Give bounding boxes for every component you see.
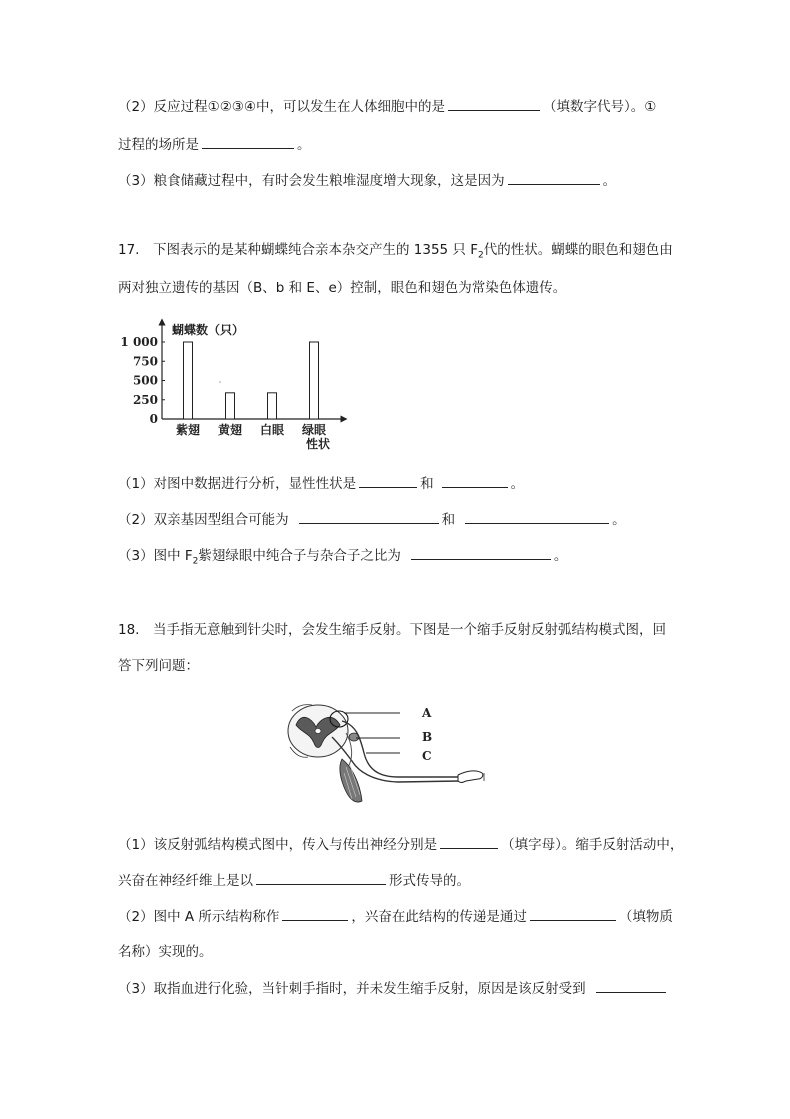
q18-part2-line2: 名称）实现的。 (118, 944, 213, 960)
q17-stem-line1: 17. 下图表示的是某种蝴蝶纯合亲本杂交产生的 1355 只 $F_2$代的性状。蝴蝶的眼色和翅色由 (118, 242, 673, 261)
x-tick-label: 白眼 (259, 423, 285, 437)
answer-blank[interactable] (530, 906, 616, 921)
q16-part2-line1: （2）反应过程①②③④中，可以发生在人体细胞中的是 （填数字代号）。① (118, 96, 656, 117)
q17-part1: （1）对图中数据进行分析，显性性状是 和 。 (118, 473, 524, 494)
y-tick-label: 250 (132, 392, 158, 407)
bar-0 (184, 342, 193, 419)
y-tick-label: 1 000 (120, 335, 158, 349)
answer-blank[interactable] (202, 134, 294, 149)
reflex-arc-diagram (282, 697, 494, 809)
spinal-cord (288, 705, 348, 758)
y-tick-label: 500 (132, 373, 158, 388)
answer-blank[interactable] (299, 509, 439, 524)
speck (219, 381, 220, 382)
bar-2 (268, 393, 277, 419)
bar-3 (310, 342, 319, 419)
q18-part3: （3）取指血进行化验，当针刺手指时，并未发生缩手反射，原因是该反射受到 (118, 978, 669, 999)
answer-blank[interactable] (448, 96, 540, 111)
q18-part1-line2: 兴奋在神经纤维上是以 形式传导的。 (118, 870, 470, 891)
y-tick-label: 750 (132, 354, 158, 369)
answer-blank[interactable] (440, 834, 498, 849)
answer-blank[interactable] (465, 509, 609, 524)
label-c: C (422, 749, 432, 763)
afferent-nerve (342, 721, 462, 777)
label-b: B (422, 730, 433, 744)
q18-part1-line1: （1）该反射弧结构模式图中，传入与传出神经分别是 （填字母）。缩手反射活动中， (118, 834, 683, 855)
answer-blank[interactable] (508, 170, 600, 185)
answer-blank[interactable] (359, 473, 417, 488)
q16-part2-line2: 过程的场所是 。 (118, 134, 311, 155)
x-tick-label: 黄翅 (217, 423, 243, 437)
q17-part3: （3）图中 $F_2$紫翅绿眼中纯合子与杂合子之比为 。 (118, 545, 567, 572)
y-tick-label: 0 (149, 412, 158, 426)
answer-blank[interactable] (442, 473, 508, 488)
x-tick-label: 绿眼 (301, 423, 327, 437)
q17-stem-line2: 两对独立遗传的基因（B、b 和 E、e）控制，眼色和翅色为常染色体遗传。 (118, 280, 567, 296)
answer-blank[interactable] (282, 906, 348, 921)
x-tick-label: 紫翅 (175, 423, 201, 437)
label-a: A (422, 706, 432, 720)
answer-blank[interactable] (411, 545, 551, 560)
q17-part2: （2）双亲基因型组合可能为 和 。 (118, 509, 626, 530)
q18-part2-line1: （2）图中 A 所示结构称作 ，兴奋在此结构的传递是通过 （填物质 (118, 906, 673, 927)
finger (458, 771, 483, 783)
answer-blank[interactable] (596, 978, 666, 993)
q18-stem-line1: 18. 当手指无意触到针尖时，会发生缩手反射。下图是一个缩手反射反射弧结构模式图，回 (118, 622, 666, 638)
answer-blank[interactable] (256, 870, 386, 885)
bar-1 (226, 393, 235, 419)
x-axis-label: 性状 (306, 437, 331, 451)
q18-stem-line2: 答下列问题： (118, 658, 199, 674)
q16-part3: （3）粮食储藏过程中，有时会发生粮堆湿度增大现象，这是因为 。 (118, 170, 616, 191)
butterfly-bar-chart (118, 316, 353, 456)
y-axis-label: 蝴蝶数（只） (172, 323, 245, 337)
